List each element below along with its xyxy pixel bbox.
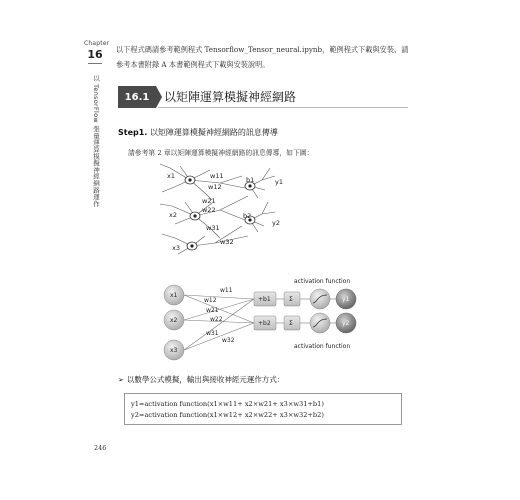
- section-heading: [118, 86, 408, 108]
- neuron-weight-w31: w31: [206, 224, 220, 232]
- arrow-bullet-icon: ➢: [118, 376, 124, 384]
- formula-heading-text: 以數學公式模擬，輸出與接收神經元運作方式：: [126, 375, 285, 384]
- net-sum-symbol-2: Σ: [289, 320, 293, 327]
- step-text: 以矩陣運算模擬神經網路的訊息傳導: [147, 128, 278, 137]
- net-activation-label-top: activation function: [294, 278, 351, 285]
- net-bias-b2: +b2: [258, 320, 271, 327]
- chapter-divider: [88, 63, 102, 64]
- net-output-y1: y1: [342, 296, 350, 303]
- chapter-number: 16: [87, 48, 103, 61]
- net-activation-label-bottom: activation function: [294, 343, 351, 350]
- formula-box: [124, 393, 402, 425]
- net-input-x2: x2: [170, 317, 178, 324]
- page-number: 246: [94, 444, 107, 452]
- neuron-weight-w12: w12: [208, 183, 222, 191]
- neuron-bias-b1: b1: [246, 176, 255, 184]
- neuron-weight-w32: w32: [220, 238, 234, 246]
- net-bias-b1: +b1: [258, 296, 271, 303]
- net-activation-node-2: [310, 313, 330, 333]
- section-number: 16.1: [118, 86, 156, 108]
- chapter-marker: [84, 40, 110, 66]
- net-weight-w32: w32: [222, 337, 235, 344]
- net-weight-w22: w22: [210, 316, 223, 323]
- neuron-weight-w22: w22: [202, 206, 216, 214]
- intro-paragraph: [116, 42, 416, 72]
- step-label: Step1.: [118, 128, 148, 137]
- chapter-caption: Chapter: [84, 40, 110, 47]
- net-weight-w21: w21: [206, 307, 219, 314]
- net-weight-w31: w31: [206, 330, 219, 337]
- formula-heading: [118, 374, 284, 385]
- formula-y2: y2=activation function(x1×w12+ x2×w22+ x3×w32+b2): [131, 411, 324, 419]
- neuron-bias-b2: b2: [243, 212, 252, 220]
- neuron-output-y1: y1: [275, 178, 283, 186]
- section-rule: [158, 107, 408, 108]
- neuron-weight-w21: w21: [202, 197, 216, 205]
- intro-line-2: 參考本書附錄 A 本書範例程式下載與安裝說明。: [116, 60, 270, 69]
- neuron-input-x2: x2: [169, 211, 177, 219]
- neuron-input-x3: x3: [172, 244, 180, 252]
- chapter-running-title: 以 TensorFlow 張量運算模擬神經網路運作: [92, 75, 100, 207]
- step-heading: [118, 127, 278, 138]
- net-activation-node-1: [310, 289, 330, 309]
- neuron-sketch: [150, 158, 310, 258]
- figure-note: 請參考第 2 章以矩陣運算模擬神經網路的訊息傳導，如下圖：: [128, 149, 314, 157]
- net-input-x3: x3: [170, 347, 178, 354]
- section-title: 以矩陣運算模擬神經網路: [164, 90, 297, 104]
- net-weight-w12: w12: [204, 297, 217, 304]
- net-input-x1: x1: [170, 292, 178, 299]
- net-weight-w11: w11: [220, 287, 233, 294]
- neuron-output-y2: y2: [272, 219, 280, 227]
- formula-y1: y1=activation function(x1×w11+ x2×w21+ x3×w31+b1): [131, 400, 324, 408]
- network-schematic: [150, 270, 370, 365]
- net-sum-symbol-1: Σ: [289, 296, 293, 303]
- neuron-weight-w11: w11: [210, 172, 224, 180]
- intro-line-1: 以下程式碼請參考範例程式 Tensorflow_Tensor_neural.ipynb，範例程式下載與安裝，請: [116, 45, 409, 54]
- net-output-y2: y2: [342, 320, 350, 327]
- neuron-input-x1: x1: [167, 172, 175, 180]
